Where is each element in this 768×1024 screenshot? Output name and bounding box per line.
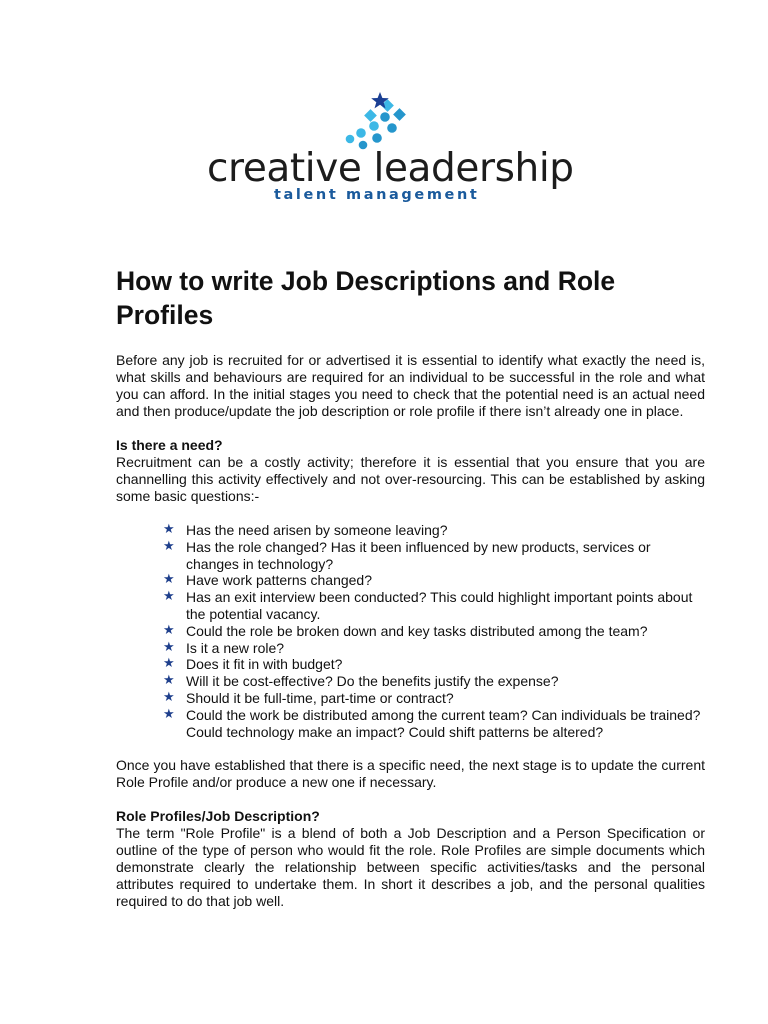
list-item-text: Will it be cost-effective? Do the benefits justify the expense? xyxy=(186,673,559,690)
star-bullet-icon: ★ xyxy=(163,538,175,554)
star-bullet-icon: ★ xyxy=(163,689,175,705)
star-bullet-icon: ★ xyxy=(163,656,175,672)
section-heading-role: Role Profiles/Job Description? xyxy=(116,808,320,825)
logo-brand-name: creative leadership xyxy=(207,146,574,191)
list-item xyxy=(163,656,705,673)
list-item xyxy=(163,572,705,589)
list-item xyxy=(163,673,705,690)
list-item xyxy=(163,623,705,640)
star-bullet-icon: ★ xyxy=(163,706,175,722)
list-item-text: Has the need arisen by someone leaving? xyxy=(186,522,448,538)
list-item-text: Has an exit interview been conducted? This could highlight important points about the potential vacancy. xyxy=(186,589,693,622)
logo-tagline: talent management xyxy=(274,187,480,203)
star-bullet-icon: ★ xyxy=(163,639,175,655)
list-item xyxy=(163,589,705,623)
list-item-text: Is it a new role? xyxy=(186,639,285,656)
company-logo xyxy=(200,88,574,218)
section-heading-need: Is there a need? xyxy=(116,437,223,453)
list-item-text: Has the role changed? Has it been influenced by new products, services or changes in technology? xyxy=(186,538,651,572)
document-title: How to write Job Descriptions and Role Profiles xyxy=(116,266,616,330)
list-item-text: Could the role be broken down and key tasks distributed among the team? xyxy=(186,622,648,639)
list-item xyxy=(163,522,705,539)
conclusion-paragraph: Once you have established that there is a specific need, the next stage is to update the current Role Profile and/or produce a new one if necessary. xyxy=(116,757,705,791)
section-role-paragraph: The term "Role Profile" is a blend of both a Job Description and a Person Specification or outline of the type of person who would fit the role. Role Profiles are simple documents which demonstrate clearly the relationship between specific activities/tasks and the personal attributes required to undertake them. In short it describes a job, and the personal qualities required to do that job well. xyxy=(116,825,705,910)
star-bullet-icon: ★ xyxy=(163,622,175,638)
list-item-text: Have work patterns changed? xyxy=(186,572,372,589)
star-bullet-icon: ★ xyxy=(163,589,175,605)
list-item xyxy=(163,640,705,657)
star-bullet-icon: ★ xyxy=(163,572,175,588)
star-bullet-icon: ★ xyxy=(163,673,175,689)
list-item xyxy=(163,690,705,707)
star-bullet-icon: ★ xyxy=(163,522,175,537)
list-item-text: Does it fit in with budget? xyxy=(186,656,343,673)
questions-list xyxy=(116,522,705,740)
list-item xyxy=(163,707,705,741)
list-item-text: Could the work be distributed among the current team? Can individuals be trained? Could technology make an impact? Could shift patterns be altered? xyxy=(186,706,701,740)
section-need-paragraph: Recruitment can be a costly activity; therefore it is essential that you ensure that you are channelling this activity effectively and not over-resourcing. This can be established by asking some basic questions:- xyxy=(116,454,705,504)
intro-paragraph: Before any job is recruited for or advertised it is essential to identify what exactly the need is, what skills and behaviours are required for an individual to be successful in the role and what you can afford. In the initial stages you need to check that the potential need is an actual need and then produce/update the job description or role profile if there isn’t already one in place. xyxy=(116,352,705,419)
list-item xyxy=(163,539,705,573)
document-body xyxy=(116,264,705,910)
list-item-text: Should it be full-time, part-time or contract? xyxy=(186,689,454,706)
